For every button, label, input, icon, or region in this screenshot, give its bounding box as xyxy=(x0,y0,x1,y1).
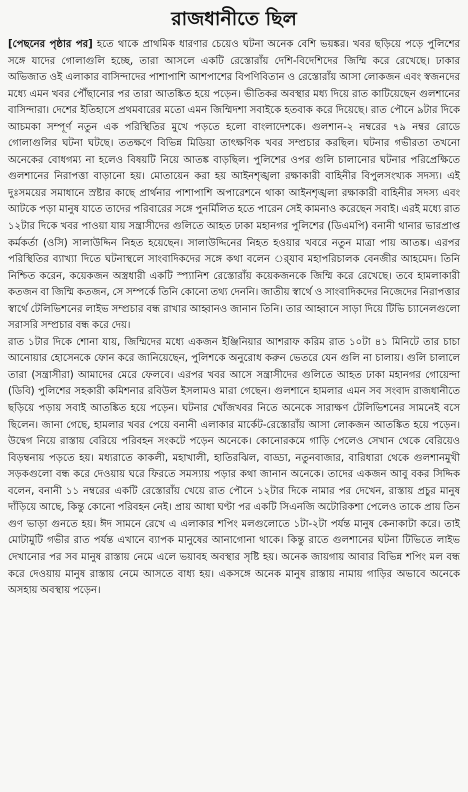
paragraph-text: রাত ১টার দিকে শোনা যায়, জিম্মিদের মধ্যে একজন ইঞ্জিনিয়ার আশরাফ করিম রাত ১০টা ৪১ মিনিটে তার চাচা আনোয়ার হোসেনকে ফোন করে জানিয়েছেন, পুলিশকে অনুরোধ করুন ভেতরে যেন গুলি না চালায়। গুলি চালালে তারা (সন্ত্রাসীরা) আমাদের মেরে ফেলবে। এরপর খবর আসে সন্ত্রাসীদের গুলিতে আহত ঢাকা মহানগর গোয়েন্দা (ডিবি) পুলিশের সহকারী কমিশনার রবিউল ইসলামও মারা গেছেন। গুলশানে হামলার এমন সব সংবাদ রাজধানীতে ছড়িয়ে পড়ায় সবাই আতঙ্কিত হয়ে পড়েন। ঘটনার খোঁজখবর নিতে অনেকে সারাক্ষণ টেলিভিশনের সামনেই বসে ছিলেন। জানা গেছে, হামলার খবর পেয়ে বনানী এলাকার মার্কেট-রেস্তোরাঁয় আসা লোকজন আতঙ্কিত হয়ে পড়েন। উদ্বেগ নিয়ে রাস্তায় বেরিয়ে পরিবহন সংকটে পড়েন অনেকে। কোনোরকমে গাড়ি পেলেও সেখান থেকে বেরিয়েও বিড়ম্বনায় পড়তে হয়। মধ্যরাতে কাকলী, মহাখালী, হাতিরঝিল, বাড্ডা, নতুনবাজার, বারিধারা থেকে গুলশানমুখী সড়কগুলো বন্ধ করে দেওয়ায় ঘরে ফিরতে সমস্যায় পড়ার কথা জানান অনেকে। তাদের একজন আবু বকর সিদ্দিক বলেন, বনানী ১১ নম্বরের একটি রেস্তোরাঁয় খেয়ে রাত পৌনে ১২টার দিকে নামার পর দেখেন, রাস্তায় প্রচুর মানুষ দাঁড়িয়ে আছে, কিন্তু কোনো পরিবহন নেই। প্রায় আধা ঘণ্টা পর একটি সিএনজি অটোরিকশা পেলেও তাকে প্রায় তিন গুণ ভাড়া গুনতে হয়। ঈদ সামনে রেখে এ এলাকার শপিং মলগুলোতে ১টা-২টা পর্যন্ত মানুষ কেনাকাটা করে। তাই মোটামুটি গভীর রাত পর্যন্ত এখানে ব্যাপক মানুষের আনাগোনা থাকে। কিন্তু রাতে গুলশানের ঘটনা টিভিতে লাইভ দেখানোর পর সব মানুষ রাস্তায় নেমে এলে ভয়াবহ অবস্থার সৃষ্টি হয়। অনেক জায়গায় আবার বিভিন্ন শপিং মল বন্ধ করে দেওয়ায় মানুষ রাস্তায় নেমে আসতে বাধ্য হয়। একসঙ্গে অনেক মানুষ রাস্তায় নামায় গাড়ির অভাবে অনেকে অসহায় অবস্থায় পড়েন। xyxy=(8,336,460,597)
paragraph xyxy=(8,335,460,600)
paragraph xyxy=(8,37,460,335)
paragraph-text: হতে থাকে প্রাথমিক ধারণার চেয়েও ঘটনা অনেক বেশি ভয়ঙ্কর। খবর ছড়িয়ে পড়ে পুলিশের সঙ্গে যাদের গোলাগুলি হচ্ছে, তারা আসলে একটি রেস্তোরাঁয় দেশি-বিদেশিদের জিম্মি করে রেখেছে। ঢাকার অভিজাত ওই এলাকার বাসিন্দাদের পাশাপাশি আশপাশের বিপণিবিতান ও রেস্তোরাঁয় আসা লোকজন এবং স্বজনদের মধ্যে এমন খবর পৌঁছানোর পর তারা আতঙ্কিত হয়ে পড়েন। ভীতিকর অবস্থার মধ্য দিয়ে রাত কাটিয়েছেন গুলশানের বাসিন্দারা। দেশের ইতিহাসে প্রথমবারের মতো এমন জিম্মিদশা সবাইকে হতবাক করে দিয়েছে। রাত পৌনে ৯টার দিকে আচমকা সম্পূর্ণ নতুন এক পরিস্থিতির মুখে পড়তে হলো বাংলাদেশকে। গুলশান-২ নম্বরের ৭৯ নম্বর রোডে গোলাগুলির ঘটনা ঘটছে। ততক্ষণে বিভিন্ন মিডিয়া তাৎক্ষণিক খবর সম্প্রচার করছিল। ঘটনার গভীরতা তখনো অনেকের বোধগম্য না হলেও বিষয়টি নিয়ে আতঙ্ক বাড়ছিল। পুলিশের ওপর গুলি চালানোর ঘটনার পরিপ্রেক্ষিতে গুলশানের নিরাপত্তা বাড়ানো হয়। মোতায়েন করা হয় আইনশৃঙ্খলা রক্ষাকারী বাহিনীর বিপুলসংখ্যক সদস্য। এই দুঃসময়ের সমাধানে স্রষ্টার কাছে প্রার্থনার পাশাপাশি অপারেশনে থাকা আইনশৃঙ্খলা রক্ষাকারী বাহিনীর সদস্য এবং আটকে পড়া মানুষ যাতে তাদের পরিবারের সঙ্গে পুনর্মিলিত হতে পারেন সেই কামনাও করেছেন সবাই। এরই মধ্যে রাত ১২টার দিকে খবর পাওয়া যায় সন্ত্রাসীদের গুলিতে আহত ঢাকা মহানগর পুলিশের (ডিএমপি) বনানী থানার ভারপ্রাপ্ত কর্মকর্তা (ওসি) সালাউদ্দিন নিহত হয়েছেন। সালাউদ্দিনের নিহত হওয়ার খবরে নতুন মাত্রা পায় আতঙ্ক। এরপর পরিস্থিতির ব্যাখ্যা দিতে ঘটনাস্থলে সাংবাদিকদের সঙ্গে কথা বলেন র্‍্যাব মহাপরিচালক বেনজীর আহমেদ। তিনি নিশ্চিত করেন, কয়েকজন অস্ত্রধারী একটি স্প্যানিশ রেস্তোরাঁয় কয়েকজনকে জিম্মি করে রেখেছে। তবে হামলাকারী কতজন বা জিম্মি কতজন, সে সম্পর্কে তিনি কোনো তথ্য দেননি। জাতীয় স্বার্থে ও সাংবাদিকদের নিজেদের নিরাপত্তার স্বার্থে টেলিভিশনের লাইভ সম্প্রচার বন্ধ রাখার আহ্বানও জানান তিনি। তার আহ্বানে সাড়া দিয়ে টিভি চ্যানেলগুলো সরাসরি সম্প্রচার বন্ধ করে দেয়। xyxy=(8,39,460,332)
article-body xyxy=(8,37,460,600)
headline: রাজধানীতে ছিল xyxy=(171,8,297,30)
continued-from-label: [পেছনের পৃষ্ঠার পর] xyxy=(8,39,93,50)
